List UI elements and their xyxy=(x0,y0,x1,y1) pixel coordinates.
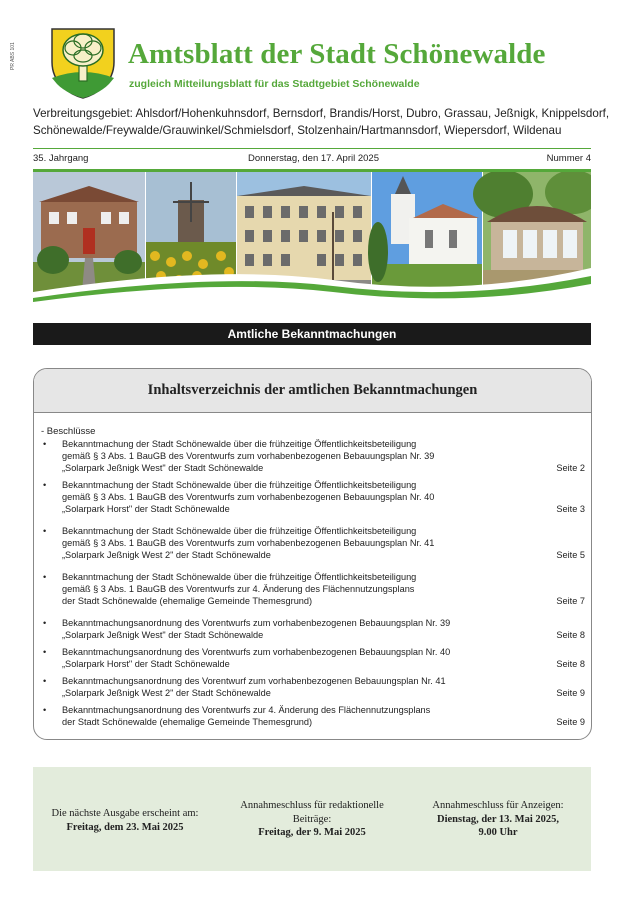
toc-item-line: der Stadt Schönewalde (ehemalige Gemeinde Themesgrund) xyxy=(62,717,313,727)
toc-item-line: „Solarpark Horst" der Stadt Schönewalde xyxy=(62,504,230,514)
distribution-area xyxy=(33,105,610,139)
toc-item-page: Seite 9 xyxy=(556,688,585,698)
ads-label: Annahmeschluss für Anzeigen: xyxy=(432,800,564,811)
bullet-icon: • xyxy=(43,480,47,490)
toc-item-line: der Stadt Schönewalde (ehemalige Gemeinde Themesgrund) xyxy=(62,596,313,606)
toc-item-line: Bekanntmachungsanordnung des Vorentwurfs zur 4. Änderung des Flächennutzungsplans xyxy=(62,705,431,715)
bullet-icon: • xyxy=(43,705,47,715)
toc-item-page: Seite 3 xyxy=(556,504,585,514)
distribution-line: Verbreitungsgebiet: Ahlsdorf/Hohenkuhnsdorf, Bernsdorf, Brandis/Horst, Dubro, Grassau, Jeßnigk, Knippelsdorf, xyxy=(33,107,610,120)
editorial-date: Freitag, der 9. Mai 2025 xyxy=(258,827,366,838)
toc-item-page: Seite 9 xyxy=(556,717,585,727)
photo-church xyxy=(368,172,482,302)
distribution-line: Schönewalde/Freywalde/Grauwinkel/Schmielsdorf, Stolzenhain/Hartmannsdorf, Wiepersdorf, Wildenau xyxy=(33,124,562,137)
ads-time: 9.00 Uhr xyxy=(478,827,518,838)
next-issue-label: Die nächste Ausgabe erscheint am: xyxy=(51,808,199,819)
toc-item-page: Seite 2 xyxy=(556,463,585,473)
toc-item-line: „Solarpark Horst" der Stadt Schönewalde xyxy=(62,659,230,669)
ads-date: Dienstag, der 13. Mai 2025, xyxy=(436,813,559,825)
photo-strip xyxy=(33,172,591,302)
toc-item-page: Seite 5 xyxy=(556,550,585,560)
toc-item-line: „Solarpark Jeßnigk West 2" der Stadt Schönewalde xyxy=(62,688,271,698)
toc-item-line: gemäß § 3 Abs. 1 BauGB des Vorentwurfs zur 4. Änderung des Flächennutzungsplans xyxy=(62,584,415,594)
divider xyxy=(33,148,591,149)
bullet-icon: • xyxy=(43,647,47,657)
footer-box xyxy=(33,767,591,871)
bullet-icon: • xyxy=(43,439,47,449)
bullet-icon: • xyxy=(43,676,47,686)
side-code: PR ABS 101 xyxy=(10,42,16,70)
toc-item-page: Seite 8 xyxy=(556,630,585,640)
toc-item-line: Bekanntmachungsanordnung des Vorentwurf zum vorhabenbezogenen Bebauungsplan Nr. 41 xyxy=(62,676,446,686)
toc-heading: Inhaltsverzeichnis der amtlichen Bekanntmachungen xyxy=(34,369,591,413)
footer-editorial-deadline xyxy=(223,799,401,840)
toc-box xyxy=(33,368,592,740)
toc-item-line: Bekanntmachung der Stadt Schönewalde über die frühzeitige Öffentlichkeitsbeteiligung xyxy=(62,526,417,536)
issue-number: Nummer 4 xyxy=(546,153,591,164)
toc-item-line: „Solarpark Jeßnigk West" der Stadt Schönewalde xyxy=(62,463,264,473)
editorial-label: Annahmeschluss für redaktionelle xyxy=(240,800,384,811)
bullet-icon: • xyxy=(43,572,47,582)
footer-ads-deadline xyxy=(413,799,583,840)
masthead-title: Amtsblatt der Stadt Schönewalde xyxy=(128,38,546,70)
toc-section-label: - Beschlüsse xyxy=(41,426,96,437)
toc-item-page: Seite 7 xyxy=(556,596,585,606)
bullet-icon: • xyxy=(43,618,47,628)
coat-of-arms-tree-icon xyxy=(49,26,117,100)
toc-item-line: Bekanntmachungsanordnung des Vorentwurfs zum vorhabenbezogenen Bebauungsplan Nr. 40 xyxy=(62,647,451,657)
bullet-icon: • xyxy=(43,526,47,536)
toc-item-line: „Solarpark Jeßnigk West" der Stadt Schönewalde xyxy=(62,630,264,640)
toc-item-line: Bekanntmachung der Stadt Schönewalde über die frühzeitige Öffentlichkeitsbeteiligung xyxy=(62,480,417,490)
masthead-subtitle: zugleich Mitteilungsblatt für das Stadtgebiet Schönewalde xyxy=(129,78,420,90)
toc-item-line: gemäß § 3 Abs. 1 BauGB des Vorentwurfs zum vorhabenbezogenen Bebauungsplan Nr. 40 xyxy=(62,492,435,502)
next-issue-date: Freitag, dem 23. Mai 2025 xyxy=(66,821,184,833)
footer-next-issue xyxy=(39,807,211,834)
toc-item-page: Seite 8 xyxy=(556,659,585,669)
toc-item-line: gemäß § 3 Abs. 1 BauGB des Vorentwurfs zum vorhabenbezogenen Bebauungsplan Nr. 41 xyxy=(62,538,435,548)
toc-item-line: Bekanntmachungsanordnung des Vorentwurfs zum vorhabenbezogenen Bebauungsplan Nr. 39 xyxy=(62,618,451,628)
editorial-label: Beiträge: xyxy=(292,813,332,825)
issue-info xyxy=(33,153,591,167)
toc-item-line: „Solarpark Jeßnigk West 2" der Stadt Schönewalde xyxy=(62,550,271,560)
section-banner: Amtliche Bekanntmachungen xyxy=(33,323,591,345)
issue-date: Donnerstag, den 17. April 2025 xyxy=(248,153,379,164)
toc-item-line: Bekanntmachung der Stadt Schönewalde über die frühzeitige Öffentlichkeitsbeteiligung xyxy=(62,572,417,582)
issue-volume: 35. Jahrgang xyxy=(33,153,89,164)
toc-item-line: gemäß § 3 Abs. 1 BauGB des Vorentwurfs zum vorhabenbezogenen Bebauungsplan Nr. 39 xyxy=(62,451,435,461)
toc-item-line: Bekanntmachung der Stadt Schönewalde über die frühzeitige Öffentlichkeitsbeteiligung xyxy=(62,439,417,449)
